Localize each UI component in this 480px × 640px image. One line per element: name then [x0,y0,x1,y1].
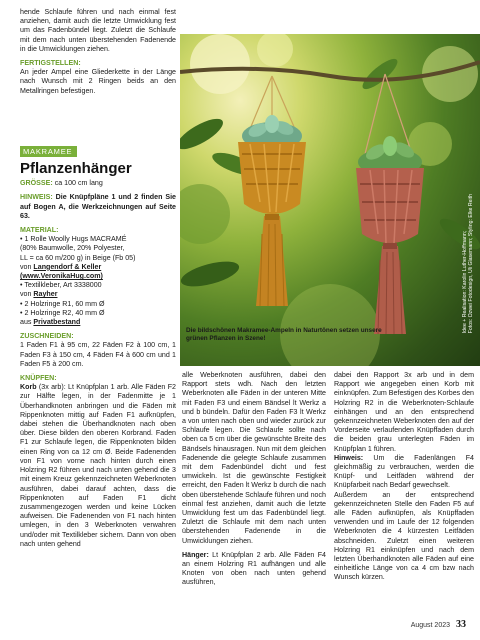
intro-text: hende Schlaufe führen und nach einmal fest anziehen, damit auch die letzte Umwicklung fest um das Fadenbündel liegt. Zuletzt die Schlaufe mit dem nach unten überstehenden Fadenende in die Umwicklungen ziehen. [20,8,176,53]
photo-caption: Die bildschönen Makramee-Ampeln in Naturtönen setzen unsere grünen Pflanzen in Szene! [186,327,382,342]
haenger-label: Hänger: [182,550,209,559]
material-yarn-url: (www.VeronikaHug.com) [20,272,103,281]
material-rings2: • 2 Holzringe R2, 40 mm Ø [20,308,105,317]
material-rings-from: aus [20,318,34,327]
material-glue-brand: Rayher [33,290,58,299]
right-text: dabei den Rapport 3x arb und in dem Rapport wie angegeben einen Korb mit einknüpfen. Zum Befestigen des Korbes den Holzring R2 in die Weberknoten-Schlaufe einhängen und an den entsprechend gekennzeichneten Weberknoten den auf der Vorderseite verlaufenden Knüpffaden durch die beiden grau unterlegten Fäden im Knüpfplan 1 führen. [334,371,474,453]
hint-label: HINWEIS: [20,193,53,202]
hint2-label: Hinweis: [334,453,364,462]
hint-text: Die Knüpfpläne 1 und 2 finden Sie auf Bogen A, die Werkzeichnungen auf Seite 63. [20,193,176,220]
photo-credit-line1: Idee + Realisation: Karolin Luther-Hoffmann; [462,230,468,334]
material-yarn-brand: Langendorf & Keller [33,262,102,271]
size-value: ca 100 cm lang [54,179,103,188]
intro-column [20,8,176,96]
page-footer [411,619,466,630]
hero-photo [180,34,480,366]
materials-list [20,235,176,327]
issue-date: August 2023 [410,622,450,629]
middle-text: alle Weberknoten ausführen, dabei den Rapport stets wdh. Nach den letzten Weberknoten alle Fäden in der unteren Mitte mit Faden F3 und einem Bändsel lt Werkz a und b bündeln. Dafür den Faden F3 lt Werkz a von unten nach oben und wieder zurück zur Schlaufe legen. Die Schlaufe sollte nach oben ca 5 cm über die gewünschte Breite des Bändsels hinausragen. Nun mit dem gleichen Fadenende die gelegte Schlaufe zusammen mit dem Fadenbündel dicht und fest umwickeln. Ist die gewünschte Festigkeit erreicht, den Faden lt Werkz b durch die nach oben überstehende Schlaufe führen und noch einmal fest anziehen, damit auch die letzte Umwicklung fest um das Fadenbündel liegt. Zuletzt die Schlaufe mit dem nach unten überstehenden Fadenende in die Umwicklungen ziehen. [182,371,326,545]
instructions-left-column [20,146,176,549]
size-label: GRÖSSE: [20,179,53,188]
material-rings-source: Privatbestand [33,318,81,327]
material-yarn-line1: • 1 Rolle Woolly Hugs MACRAMÉ [20,235,127,244]
material-glue-from: von [20,290,34,299]
knotting-label: KNÜPFEN: [20,374,57,383]
korb-label: Korb [20,383,37,392]
instructions-middle-column [182,371,326,588]
page-number: 33 [456,619,466,630]
finishing-text: An jeder Ampel eine Gliederkette in der Länge nach Wunsch mit 2 Ringen beids an den Metallringen befestigen. [20,68,176,95]
material-label: MATERIAL: [20,226,59,235]
material-yarn-from: von [20,262,34,271]
photo-credit [462,194,474,333]
finishing-label: FERTIGSTELLEN: [20,59,81,68]
hint2-text: Um die Fadenlängen F4 gleichmäßig zu verbrauchen, werden die Knüpf- und Leitfäden während der Knüpfarbeit nach Bedarf gewechselt. [334,453,474,490]
material-yarn-line3: LL = ca 60 m/200 g) in Beige (Fb 05) [20,253,136,262]
cutting-label: ZUSCHNEIDEN: [20,332,74,341]
cutting-text: 1 Faden F1 à 95 cm, 22 Fäden F2 à 100 cm, 1 Faden F3 à 150 cm, 4 Fäden F4 à 600 cm und 1 Faden F5 à 200 cm. [20,341,176,368]
instructions-right-column [334,371,474,583]
material-rings1: • 2 Holzringe R1, 60 mm Ø [20,299,105,308]
korb-text: (3x arb): Lt Knüpfplan 1 arb. Alle Fäden F2 zur Hälfte legen, in der Fadenmitte je 1 Überhandknoten anbringen und die Fäden mit Rippenknoten mittig auf Faden F1 aufknüpfen, dabei stehen die Überhandknoten nach oben über. Diese bilden den oberen Korbrand. Faden F1 zur Schlaufe legen, die Rippenknoten bilden einen Ring von ca 12 cm Ø. Beide Fadenenden von F1 von vorne nach hinten durch einen Holzring R2 führen und nach unten gehend die 3 mit einem Kreuz gekennzeichneten Weberknoten ausführen, dabei darauf achten, dass die Rippenknoten auf Faden F1 dicht zusammengezogen werden und keine Lücken aufweisen. Die Fadenenden von F1 nach hinten umlegen, in den 3 Weberknoten verwahren und/oder mit Textilkleber sichern. Dann von oben nach unten gehend [20,383,176,548]
photo-credit-line2: Fotos: Ozwei Fotodesign, Uli Glasemann; Styling: Elke Reith [468,194,474,334]
article-title: Pflanzenhänger [20,160,132,178]
final-text: Außerdem an der entsprechend gekennzeichneten Stelle den Faden F5 auf alle Fäden aufknüpfen, als Knüpffaden verwenden und im Laufe der 12 folgenden Weberknoten die 4 kürzesten Leitfäden abschneiden. Zuletzt einen weiteren Holzring R1 einknüpfen und nach dem letzten Überhandknoten alle Fäden auf eine einheitliche Länge von ca 4 cm bzw nach Wunsch kürzen. [334,490,474,582]
material-yarn-line2: (80% Baumwolle, 20% Polyester, [20,244,125,253]
macrame-plant-hangers-illustration [180,34,480,366]
material-glue: • Textilkleber, Art 3338000 [20,281,102,290]
category-tag: MAKRAMEE [20,146,77,157]
haenger-text: Lt Knüpfplan 2 arb. Alle Fäden F4 an einem Holzring R1 aufhängen und alle Knoten von oben nach unten gehend ausführen, [182,550,326,587]
